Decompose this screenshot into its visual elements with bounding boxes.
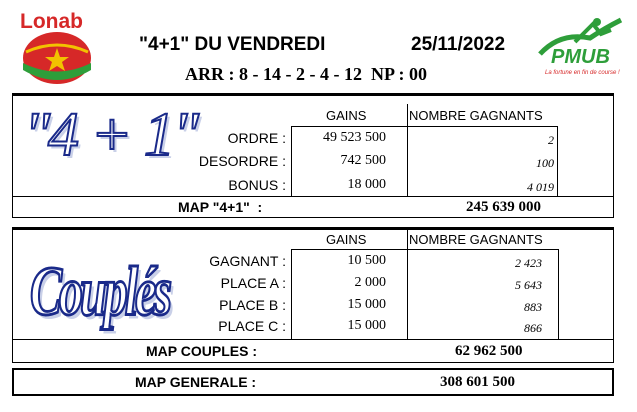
- row-placea-label: PLACE A :: [220, 275, 286, 291]
- row-placea-gain: 2 000: [354, 275, 386, 290]
- arrival-line: ARR : 8 - 14 - 2 - 4 - 12 NP : 00: [185, 64, 427, 84]
- map-4plus1-value: 245 639 000: [466, 199, 541, 215]
- row-gagnant-gain: 10 500: [347, 253, 386, 268]
- row-desordre-count: 100: [536, 156, 554, 170]
- row-desordre-gain: 742 500: [340, 153, 386, 168]
- col-winners-header-2: NOMBRE GAGNANTS: [409, 232, 543, 247]
- row-ordre-label: ORDRE :: [227, 130, 286, 146]
- badge-couples: Couplés: [30, 253, 170, 331]
- pmub-tagline: La fortune en fin de course !: [545, 70, 620, 76]
- page-title: "4+1" DU VENDREDI: [139, 34, 326, 55]
- map-couples-label: MAP COUPLES :: [146, 343, 257, 359]
- draw-date: 25/11/2022: [411, 34, 506, 55]
- row-ordre-count: 2: [548, 133, 554, 147]
- row-gagnant-count: 2 423: [515, 256, 542, 270]
- row-placec-label: PLACE C :: [218, 318, 286, 334]
- pmub-wordmark: PMUB: [551, 46, 610, 68]
- lonab-logo: [14, 8, 104, 88]
- col-gains-header-2: GAINS: [326, 232, 367, 247]
- map-general-value: 308 601 500: [440, 374, 515, 390]
- map-general-label: MAP GENERALE :: [135, 374, 257, 390]
- pmub-logo: [535, 14, 630, 84]
- row-placec-count: 866: [524, 321, 542, 335]
- row-placea-count: 5 643: [515, 278, 542, 292]
- row-placeb-label: PLACE B :: [219, 297, 286, 313]
- row-placeb-count: 883: [524, 300, 542, 314]
- row-placec-gain: 15 000: [347, 318, 386, 333]
- row-bonus-gain: 18 000: [347, 177, 386, 192]
- map-4plus1-label: MAP "4+1" :: [178, 199, 263, 215]
- section-general: [12, 368, 614, 396]
- badge-4plus1: "4 + 1": [24, 101, 197, 169]
- row-bonus-label: BONUS :: [228, 177, 286, 193]
- row-desordre-label: DESORDRE :: [198, 153, 286, 169]
- col-winners-header: NOMBRE GAGNANTS: [409, 108, 543, 123]
- map-couples-value: 62 962 500: [455, 343, 523, 359]
- col-gains-header: GAINS: [326, 108, 367, 123]
- row-placeb-gain: 15 000: [347, 297, 386, 312]
- row-ordre-gain: 49 523 500: [323, 130, 386, 145]
- row-gagnant-label: GAGNANT :: [209, 253, 286, 269]
- lonab-wordmark: Lonab: [20, 10, 83, 33]
- row-bonus-count: 4 019: [527, 180, 554, 194]
